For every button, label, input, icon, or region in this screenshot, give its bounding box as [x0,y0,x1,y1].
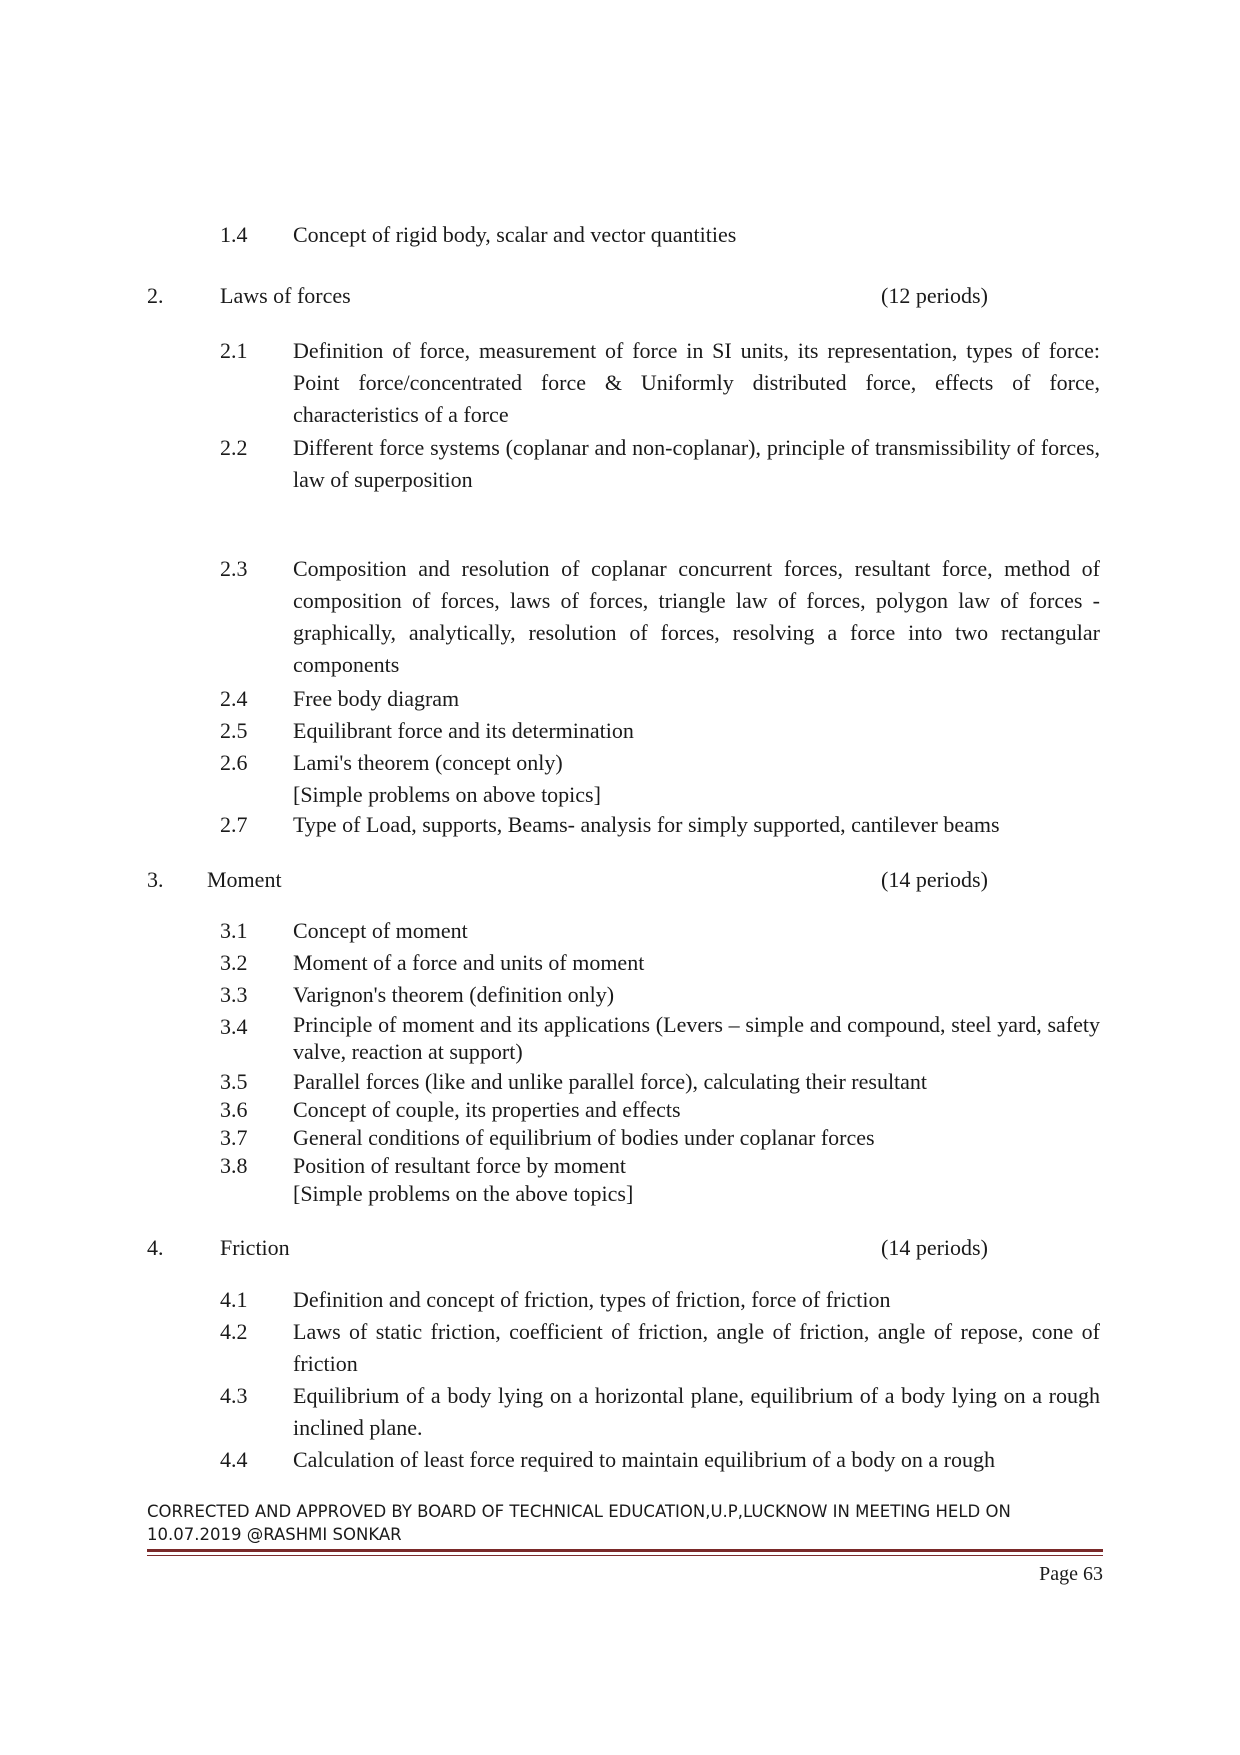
item-text: Concept of couple, its properties and effects [293,1097,681,1122]
item-text: Parallel forces (like and unlike parallel force), calculating their resultant [293,1069,928,1094]
item-number: 3.6 [220,1097,248,1122]
footer-date-line: 10.07.2019 @RASHMI SONKAR [147,1525,402,1544]
section-title: Laws of forces [220,283,351,308]
section-title: Moment [207,867,282,892]
section-number: 4. [147,1235,164,1260]
item-number: 2.4 [220,686,248,711]
item-text: Lami's theorem (concept only) [293,750,563,775]
section-number: 3. [147,867,164,892]
item-text: Different force systems (coplanar and non-coplanar), principle of transmissibility of forces, law of superposition [293,435,1100,492]
footer-rule-thick [147,1549,1103,1552]
item-text: Free body diagram [293,686,460,711]
item-text: Definition of force, measurement of force in SI units, its representation, types of force: Point force/concentrated force & Uniformly distributed force, effects of force, characteristics of a force [293,338,1100,427]
section-periods: (14 periods) [881,1235,988,1260]
item-number: 4.3 [220,1383,248,1408]
item-text: Moment of a force and units of moment [293,950,645,975]
item-number: 3.1 [220,918,248,943]
item-text: Composition and resolution of coplanar concurrent forces, resultant force, method of composition of forces, laws of forces, triangle law of forces, polygon law of forces - graphically, analytically, resolution of forces, resolving a force into two rectangular components [293,556,1100,677]
item-number: 3.2 [220,950,248,975]
section-number: 2. [147,283,164,308]
item-text: General conditions of equilibrium of bodies under coplanar forces [293,1125,875,1150]
item-number: 3.7 [220,1125,248,1150]
footer-rule-thin [147,1555,1103,1556]
footer-approval-line: CORRECTED AND APPROVED BY BOARD OF TECHNICAL EDUCATION,U.P,LUCKNOW IN MEETING HELD ON [147,1502,1011,1521]
item-number: 1.4 [220,222,248,247]
item-number: 4.1 [220,1287,248,1312]
item-number: 3.3 [220,982,248,1007]
item-text: Definition and concept of friction, types of friction, force of friction [293,1287,891,1312]
item-text: Laws of static friction, coefficient of friction, angle of friction, angle of repose, cone of friction [293,1319,1100,1376]
item-text: Calculation of least force required to maintain equilibrium of a body on a rough [293,1447,995,1472]
section-periods: (12 periods) [881,283,988,308]
item-number: 2.1 [220,338,248,363]
item-number: 4.4 [220,1447,248,1472]
item-text: Type of Load, supports, Beams- analysis for simply supported, cantilever beams [293,812,1000,837]
item-number: 2.6 [220,750,248,775]
item-number: 2.2 [220,435,248,460]
item-text: Equilibrant force and its determination [293,718,634,743]
item-text: Concept of rigid body, scalar and vector quantities [293,222,737,247]
item-text: Principle of moment and its applications (Levers – simple and compound, steel yard, safety valve, reaction at support) [293,1012,1100,1064]
section-periods: (14 periods) [881,867,988,892]
item-number: 3.4 [220,1014,248,1039]
item-text: Concept of moment [293,918,468,943]
item-number: 3.8 [220,1153,248,1178]
item-text: Position of resultant force by moment [293,1153,626,1178]
section-title: Friction [220,1235,290,1260]
page-number: Page 63 [1039,1563,1103,1585]
item-text: Varignon's theorem (definition only) [293,982,615,1007]
item-text: Equilibrium of a body lying on a horizontal plane, equilibrium of a body lying on a rough inclined plane. [293,1383,1100,1440]
item-number: 2.5 [220,718,248,743]
item-number: 2.7 [220,812,248,837]
item-number: 2.3 [220,556,248,581]
item-number: 4.2 [220,1319,248,1344]
item-note: [Simple problems on above topics] [293,782,601,807]
item-number: 3.5 [220,1069,248,1094]
item-note: [Simple problems on the above topics] [293,1181,634,1206]
